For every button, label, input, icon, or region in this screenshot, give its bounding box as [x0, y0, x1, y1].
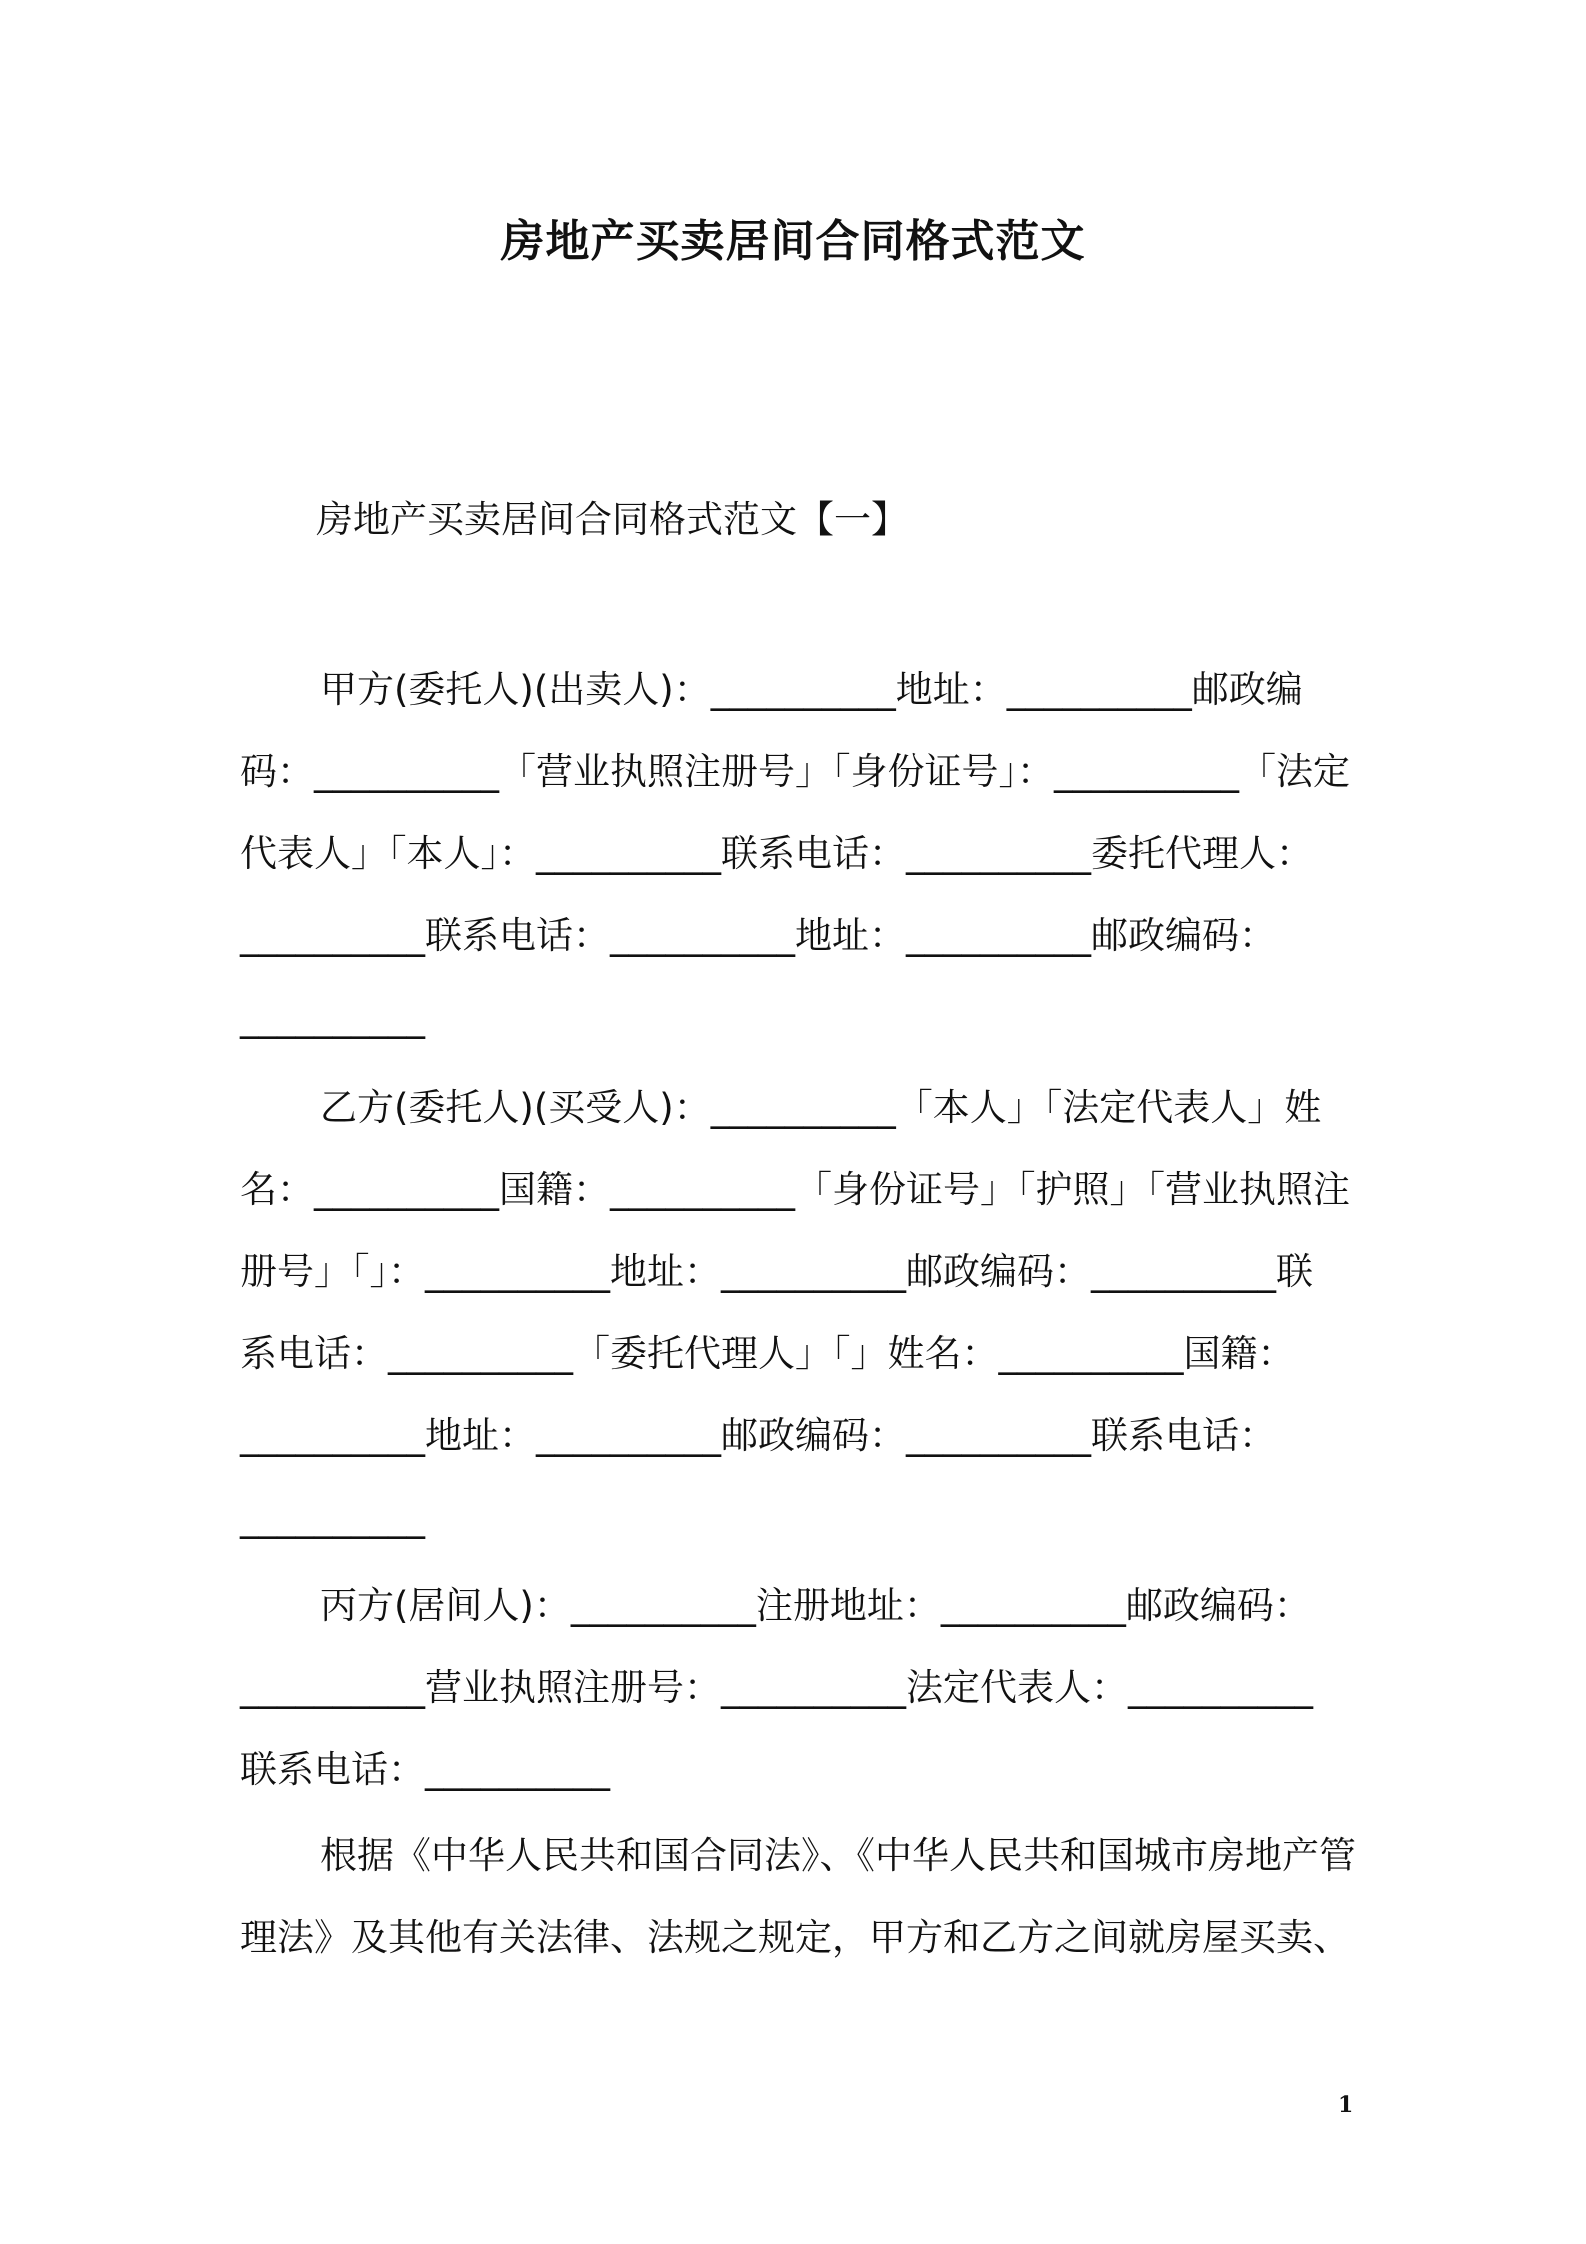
- party-a-line-2: 码：__________「营业执照注册号」「身份证号」：__________「法定: [240, 750, 1350, 793]
- party-a-line-3: 代表人」「本人」：__________联系电话：__________委托代理人：: [240, 832, 1313, 875]
- party-b-line-2: 名：__________国籍：__________「身份证号」「护照」「营业执照注: [240, 1168, 1350, 1211]
- party-c-line-3: 联系电话：__________: [240, 1748, 610, 1791]
- party-a-line-1: 甲方(委托人)(出卖人)：__________地址：__________邮政编: [320, 668, 1303, 711]
- party-a-line-4: __________联系电话：__________地址：__________邮政编码：: [240, 914, 1276, 957]
- document-title: 房地产买卖居间合同格式范文: [500, 216, 1086, 267]
- party-b-line-4: 系电话：__________「委托代理人」「」姓名：__________国籍：: [240, 1332, 1295, 1375]
- party-b-line-1: 乙方(委托人)(买受人)：__________「本人」「法定代表人」姓: [320, 1086, 1322, 1129]
- party-b-line-5: __________地址：__________邮政编码：__________联系电话：: [240, 1414, 1276, 1457]
- basis-line-1: 根据《中华人民共和国合同法》、《中华人民共和国城市房地产管: [320, 1834, 1356, 1877]
- page-number: 1: [1338, 2092, 1354, 2118]
- party-b-line-3: 册号」「」：__________地址：__________邮政编码：__________联: [240, 1250, 1313, 1293]
- party-c-line-2: __________营业执照注册号：__________法定代表人：__________: [240, 1666, 1313, 1709]
- basis-line-2: 理法》及其他有关法律、法规之规定，甲方和乙方之间就房屋买卖、: [240, 1916, 1350, 1959]
- party-b-line-6: __________: [240, 1496, 425, 1539]
- party-a-line-5: __________: [240, 996, 425, 1039]
- party-c-line-1: 丙方(居间人)：__________注册地址：__________邮政编码：: [320, 1584, 1311, 1627]
- section-heading: 房地产买卖居间合同格式范文【一】: [316, 498, 908, 541]
